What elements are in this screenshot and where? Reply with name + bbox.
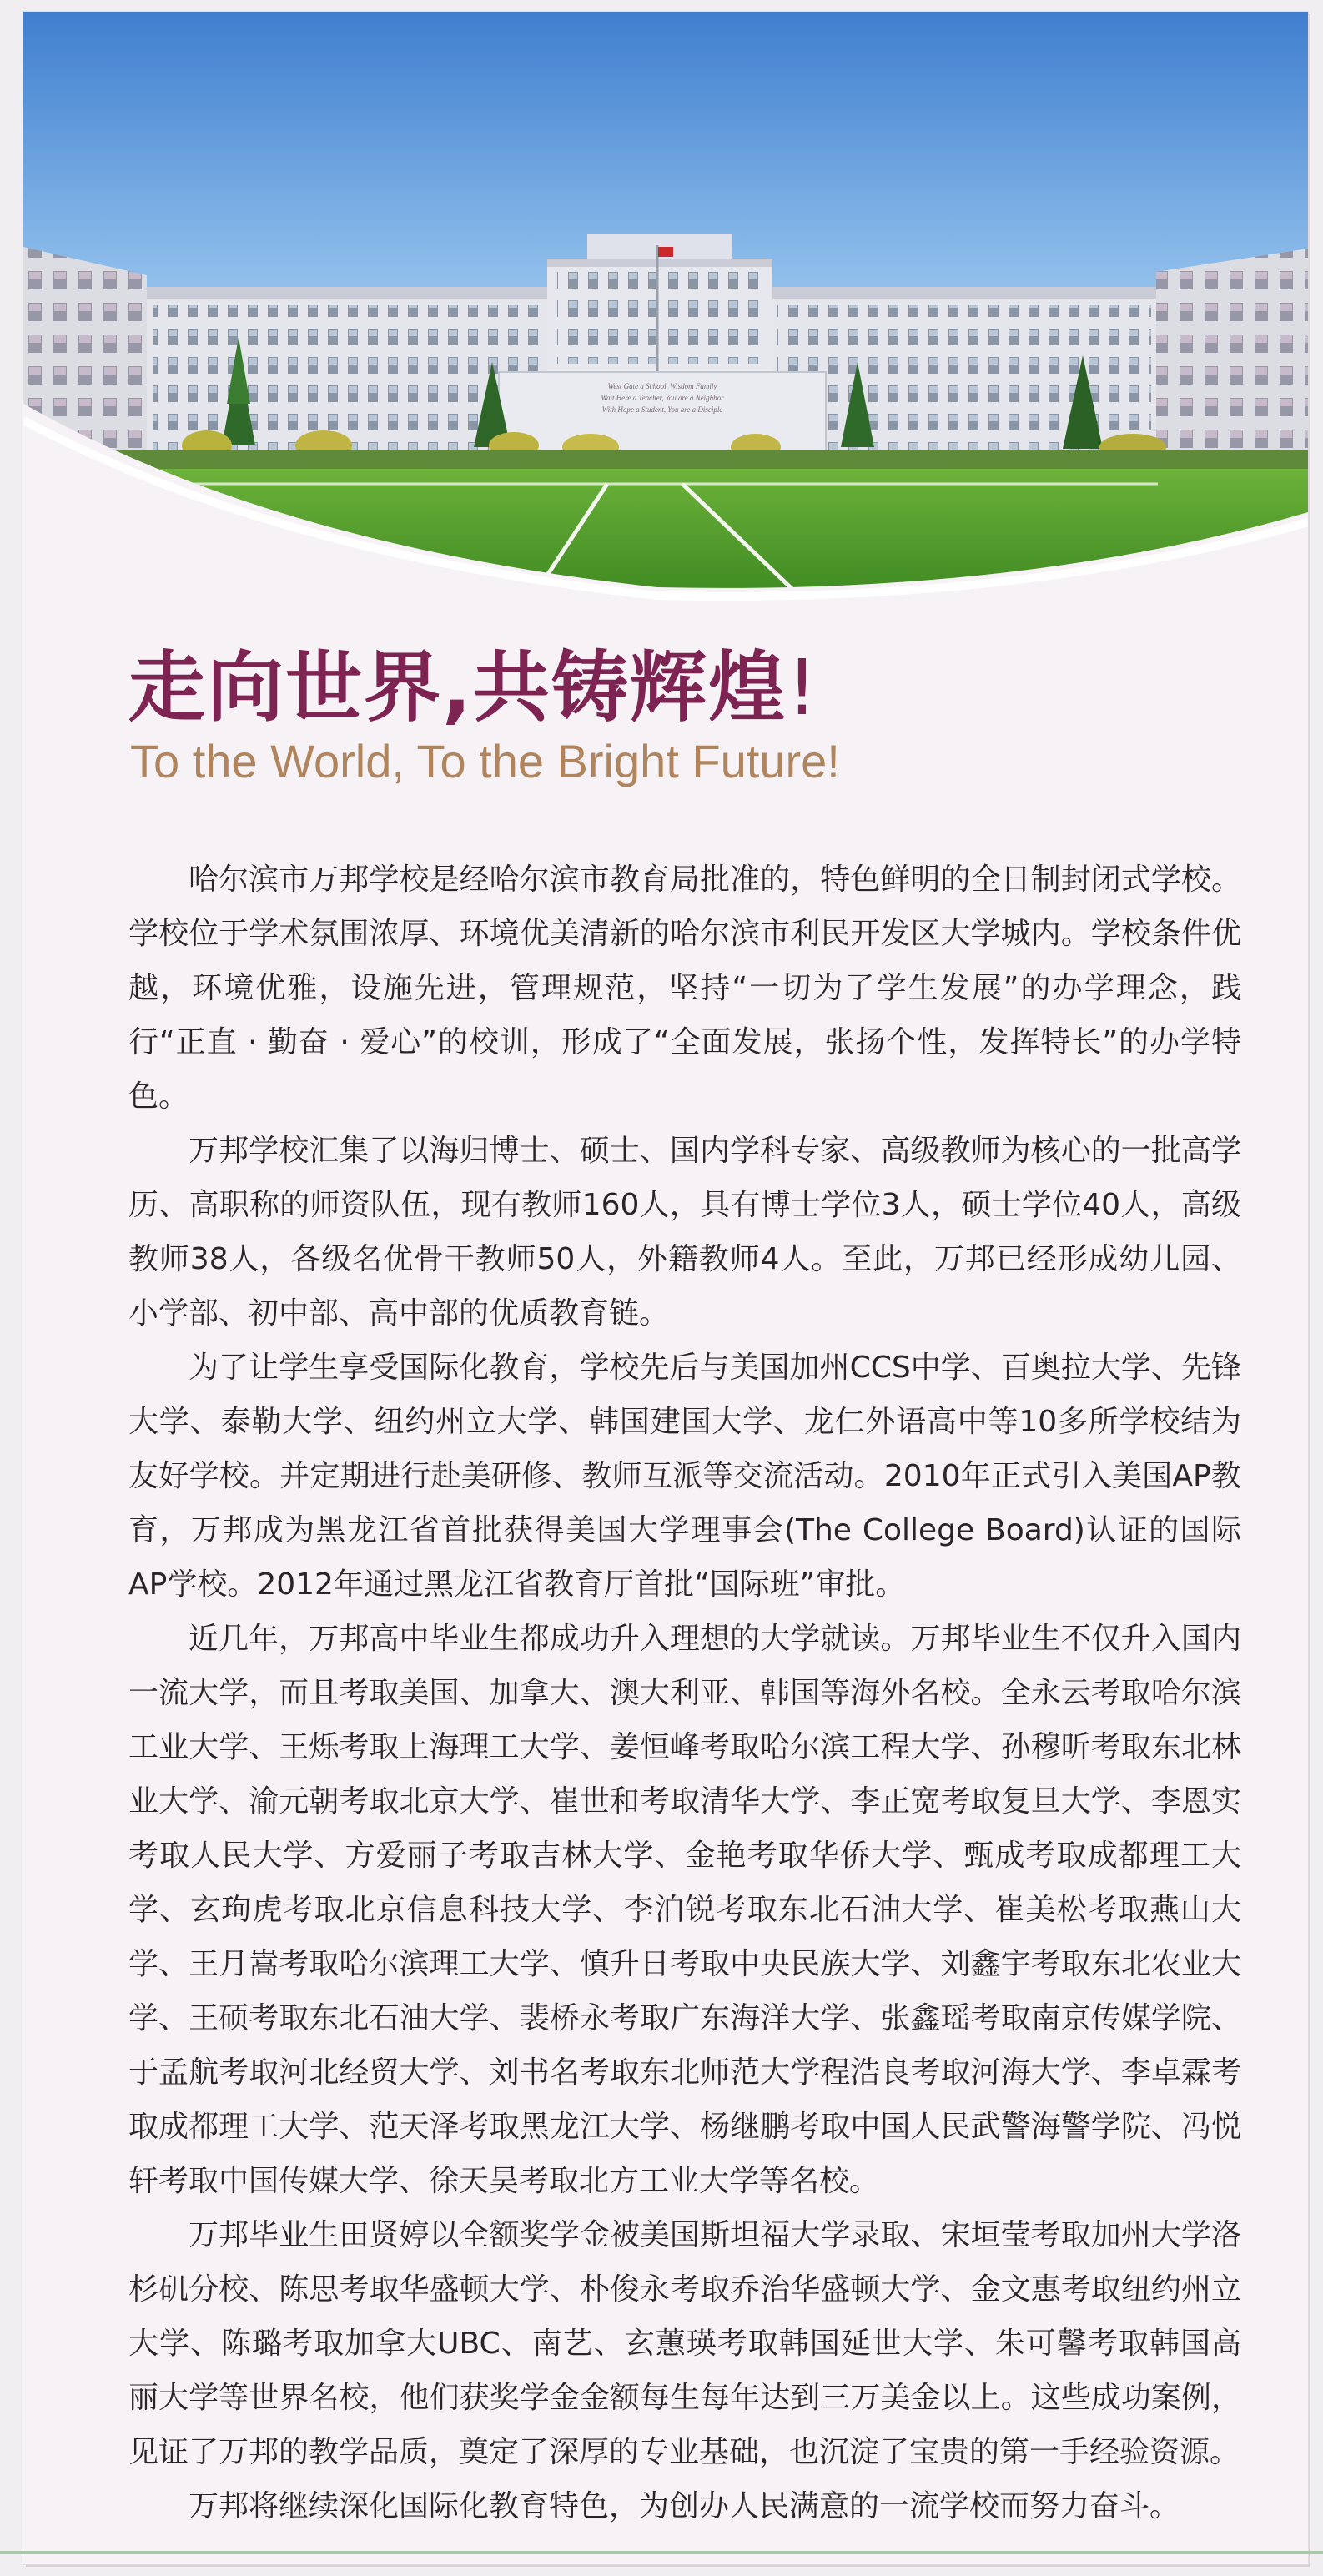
- body-text: [128, 853, 1241, 2533]
- paragraph-graduates-domestic: 近几年，万邦高中毕业生都成功升入理想的大学就读。万邦毕业生不仅升入国内一流大学，而且考取美国、加拿大、澳大利亚、韩国等海外名校。全永云考取哈尔滨工业大学、王烁考取上海理工大学、姜恒峰考取哈尔滨工程大学、孙穆昕考取东北林业大学、渝元朝考取北京大学、崔世和考取清华大学、李正宽考取复旦大学、李恩实考取人民大学、方爱丽子考取吉林大学、金艳考取华侨大学、甄成考取成都理工大学、玄珣虎考取北京信息科技大学、李泊锐考取东北石油大学、崔美松考取燕山大学、王月嵩考取哈尔滨理工大学、慎升日考取中央民族大学、刘鑫宇考取东北农业大学、王硕考取东北石油大学、裴桥永考取广东海洋大学、张鑫瑶考取南京传媒学院、于孟航考取河北经贸大学、刘书名考取东北师范大学程浩良考取河海大学、李卓霖考取成都理工大学、范天泽考取黑龙江大学、杨继鹏考取中国人民武警海警学院、冯悦轩考取中国传媒大学、徐天昊考取北方工业大学等名校。: [128, 1622, 1241, 2198]
- headline: [128, 643, 1213, 789]
- title-chinese: [128, 643, 1213, 732]
- building-sign: [601, 382, 724, 414]
- title-exclamation: !: [786, 643, 819, 732]
- campus-photo: [23, 12, 1308, 646]
- brochure-page: [23, 12, 1308, 2564]
- paragraph-closing: 万邦将继续深化国际化教育特色，为创办人民满意的一流学校而努力奋斗。: [189, 2489, 1180, 2523]
- sign-line: With Hope a Student, You are a Disciple: [601, 405, 723, 414]
- paragraph-international: 为了让学生享受国际化教育，学校先后与美国加州CCS中学、百奥拉大学、先锋大学、泰勒大学、纽约州立大学、韩国建国大学、龙仁外语高中等10多所学校结为友好学校。并定期进行赴美研修、教师互派等交流活动。2010年正式引入美国AP教育，万邦成为黑龙江省首批获得美国大学理事会(The College Board)认证的国际AP学校。2012年通过黑龙江省教育厅首批“国际班”审批。: [128, 1351, 1241, 1602]
- page-bottom-edge: [0, 2551, 1323, 2554]
- paragraph-faculty: 万邦学校汇集了以海归博士、硕士、国内学科专家、高级教师为核心的一批高学历、高职称的师资队伍，现有教师160人，具有博士学位3人，硕士学位40人，高级教师38人，各级名优骨干教师50人，外籍教师4人。至此，万邦已经形成幼儿园、小学部、初中部、高中部的优质教育链。: [128, 1134, 1241, 1331]
- paragraph-intro: 哈尔滨市万邦学校是经哈尔滨市教育局批准的，特色鲜明的全日制封闭式学校。学校位于学术氛围浓厚、环境优美清新的哈尔滨市利民开发区大学城内。学校条件优越，环境优雅，设施先进，管理规范，坚持“一切为了学生发展”的办学理念，践行“正直 · 勤奋 · 爱心”的校训，形成了“全面发展，张扬个性，发挥特长”的办学特色。: [128, 863, 1241, 1114]
- title-english: To the World, To the Bright Future!: [130, 735, 840, 788]
- sign-line: West Gate a School, Wisdom Family: [607, 382, 717, 390]
- title-chinese-text: 走向世界,共铸辉煌: [128, 643, 787, 732]
- paragraph-graduates-overseas: 万邦毕业生田贤婷以全额奖学金被美国斯坦福大学录取、宋垣莹考取加州大学洛杉矶分校、陈思考取华盛顿大学、朴俊永考取乔治华盛顿大学、金文惠考取纽约州立大学、陈璐考取加拿大UBC、南艺、玄蕙瑛考取韩国延世大学、朱可馨考取韩国高丽大学等世界名校，他们获奖学金金额每生每年达到三万美金以上。这些成功案例，见证了万邦的教学品质，奠定了深厚的专业基础，也沉淀了宝贵的第一手经验资源。: [128, 2218, 1241, 2469]
- sign-line: Wait Here a Teacher, You are a Neighbor: [601, 394, 724, 402]
